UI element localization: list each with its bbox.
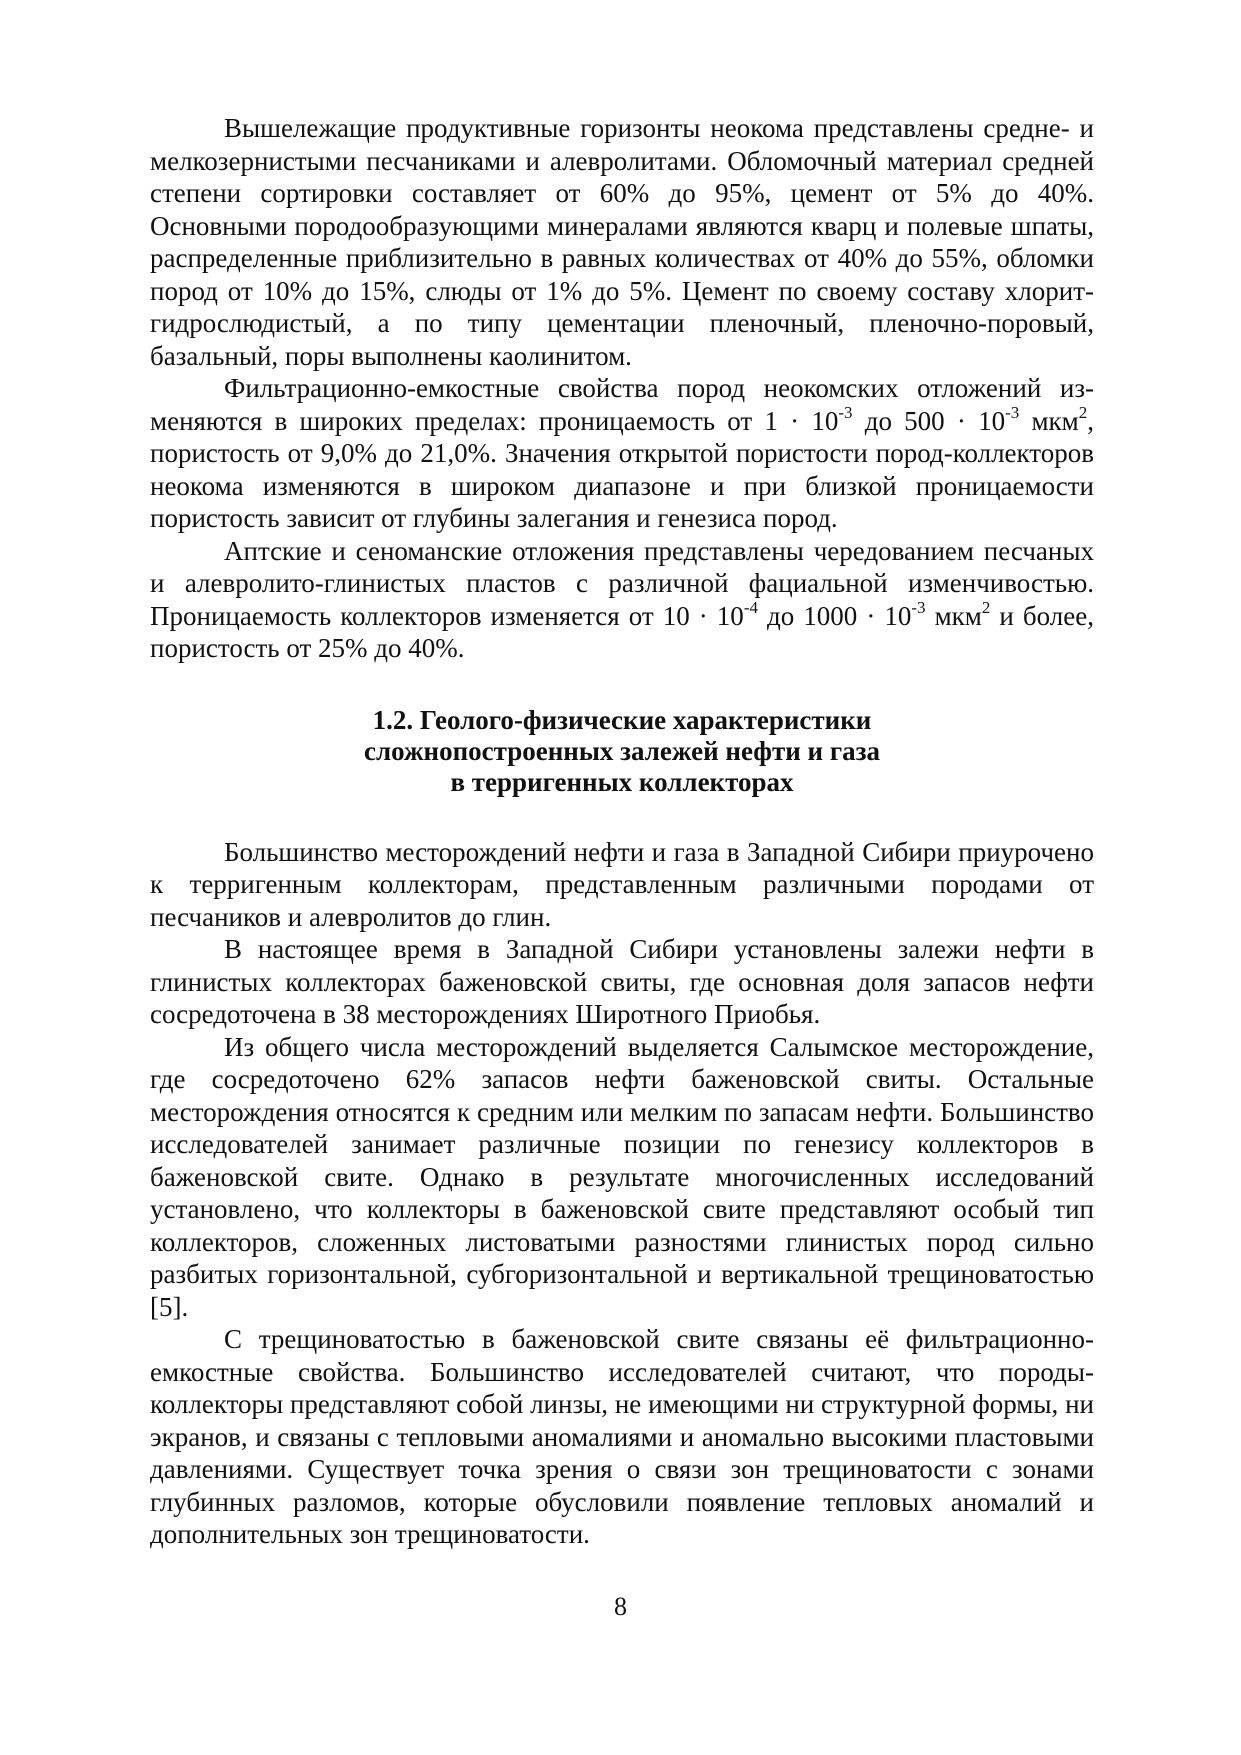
section-heading bbox=[150, 705, 1094, 798]
section-heading-line: в терригенных коллекторах bbox=[450, 766, 794, 797]
text-fragment: до 1000 · 10 bbox=[757, 600, 912, 631]
superscript: 2 bbox=[981, 597, 991, 617]
text-fragment: до 500 · 10 bbox=[852, 405, 1006, 436]
text-fragment: мкм bbox=[1019, 405, 1079, 436]
superscript: -3 bbox=[1005, 402, 1020, 422]
section-heading-line: 1.2. Геолого-физические характеристики bbox=[372, 704, 872, 735]
paragraph-neocom-reservoir-properties bbox=[150, 372, 1094, 535]
paragraph-neocom-lithology: Вышележащие продуктивные горизонты неокома представлены средне- и мелкозернистыми песчаниками и алевролитами. Обломочный материал средней степени сортировки составляет от 60% до 95%, цемент от 5% до 40%. Основными породообразующими минералами являются кварц и полевые шпаты, распределенные приблизительно в равных количествах от 40% до 55%, обломки пород от 10% до 15%, слюды от 1% до 5%. Цемент по своему составу хлорит-гидрослюдистый, а по типу цементации пленочный, пленочно-поровый, базальный, поры выполнены каолинитом. bbox=[150, 113, 1094, 371]
text-fragment: , пористость от 9,0% до 21,0%. Значения открытой пористости пород-коллекторов неокома изменяются в широком диапазоне и при близкой проницаемости пористость зависит от глубины залегания и генезиса пород. bbox=[150, 405, 1094, 533]
superscript: 2 bbox=[1078, 402, 1088, 422]
superscript: -3 bbox=[838, 402, 853, 422]
text-fragment: мкм bbox=[925, 600, 982, 631]
section-heading-line: сложнопостроенных залежей нефти и газа bbox=[364, 735, 880, 766]
paragraph-fracturing: С трещиноватостью в баженовской свите связаны её фильтрационно-емкостные свойства. Большинство исследователей считают, что породы-коллекторы представляют собой линзы, не имеющими ни структурной формы, ни экранов, и связаны с тепловыми аномалиями и аномально высокими пластовыми давлениями. Существует точка зрения о связи зон трещиноватости с зонами глубинных разломов, которые обусловили появление тепловых аномалий и дополнительных зон трещиноватости. bbox=[150, 1324, 1094, 1549]
page-body bbox=[150, 112, 1094, 1551]
text-fragment: Аптские и сеноманские отложения представлены чередованием песчаных и алевролито-глинистых пластов с различной фациальной изменчивостью. Проницаемость коллекторов изменяется от 10 · 10 bbox=[150, 535, 1094, 631]
superscript: -3 bbox=[911, 597, 926, 617]
paragraph-bazhenov-deposits: В настоящее время в Западной Сибири установлены залежи нефти в глинистых коллекторах баженовской свиты, где основная доля запасов нефти сосредоточена в 38 месторождениях Широтного Приобья. bbox=[150, 934, 1094, 1029]
superscript: -4 bbox=[743, 597, 758, 617]
text-fragment: Фильтрационно-емкостные свойства пород неокомских отложений изменяются в широких пределах: проницаемость от 1 · 10 bbox=[150, 373, 1094, 436]
paragraph-salym-field: Из общего числа месторождений выделяется Салымское месторождение, где сосредоточено 62% запасов нефти баженовской свиты. Остальные месторождения относятся к средним или мелким по запасам нефти. Большинство исследователей занимает различные позиции по генезису коллекторов в баженовской свите. Однако в результате многочисленных исследований установлено, что коллекторы в баженовской свите представляют особый тип коллекторов, сложенных листоватыми разностями глинистых пород сильно разбитых горизонтальной, субгоризонтальной и вертикальной трещиноватостью [5]. bbox=[150, 1031, 1094, 1322]
paragraph-west-siberia-fields: Большинство месторождений нефти и газа в Западной Сибири приурочено к терригенным коллекторам, представленным различными породами от песчаников и алевролитов до глин. bbox=[150, 836, 1094, 932]
text-fragment: и более, пористость от 25% до 40%. bbox=[150, 600, 1094, 663]
paragraph-aptian-cenomanian bbox=[150, 535, 1094, 665]
page-number: 8 bbox=[614, 1592, 627, 1621]
